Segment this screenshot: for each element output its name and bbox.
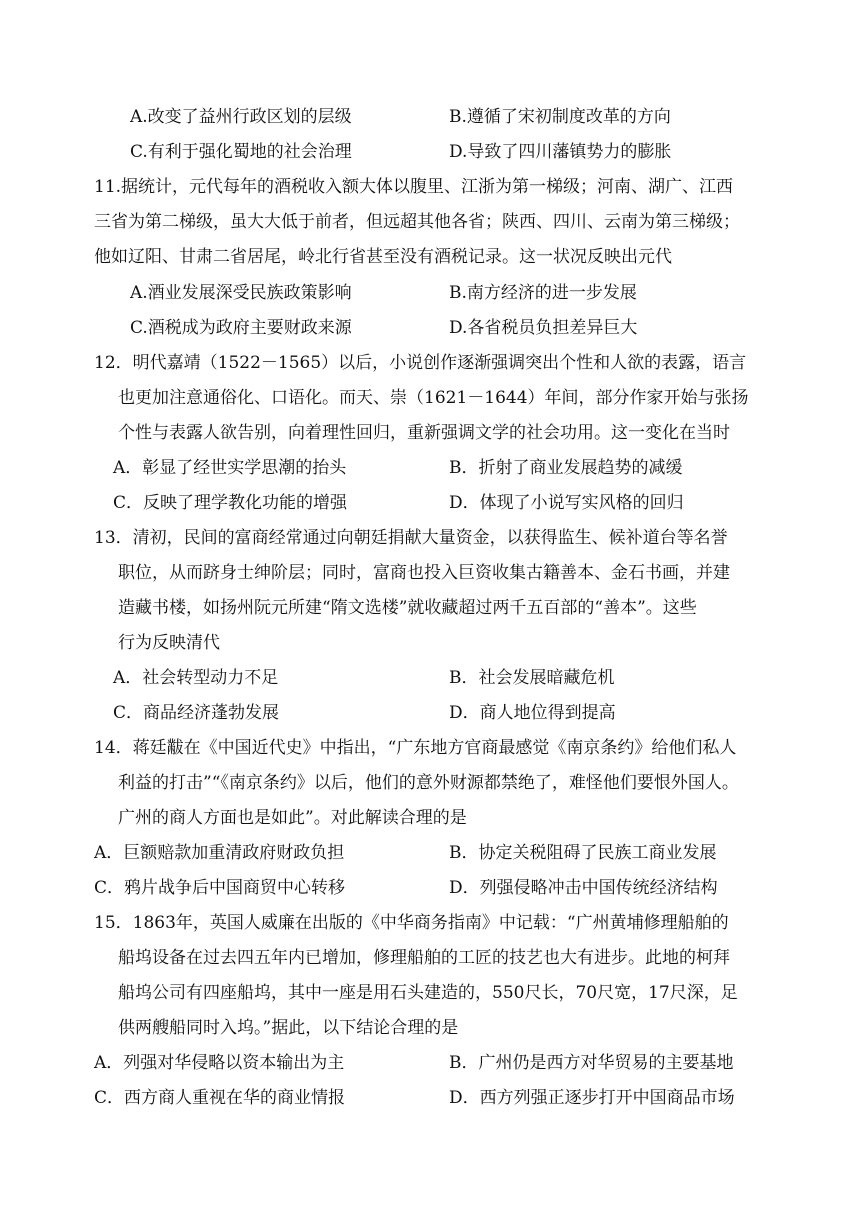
q14-option-d: D．列强侵略冲击中国传统经济结构 xyxy=(449,878,718,898)
q15-stem-line: 船坞公司有四座船坞，其中一座是用石头建造的，550尺长，70尺宽，17尺深，足 xyxy=(118,983,738,1003)
q10-option-c: C.有利于强化蜀地的社会治理 xyxy=(130,142,352,162)
q10-option-d: D.导致了四川藩镇势力的膨胀 xyxy=(449,142,672,162)
q12-stem-line: 也更加注意通俗化、口语化。而天、崇（1621－1644）年间，部分作家开始与张扬 xyxy=(118,388,749,408)
q14-stem-line: 广州的商人方面也是如此”。对此解读合理的是 xyxy=(118,808,467,828)
q15-option-a: A．列强对华侵略以资本输出为主 xyxy=(94,1053,345,1073)
q13-stem-line: 行为反映清代 xyxy=(118,633,220,653)
q12-stem-line: 12．明代嘉靖（1522－1565）以后，小说创作逐渐强调突出个性和人欲的表露，语言 xyxy=(94,353,747,373)
q11-stem-line: 他如辽阳、甘肃二省居尾，岭北行省甚至没有酒税记录。这一状况反映出元代 xyxy=(94,247,672,267)
q14-option-a: A．巨额赔款加重清政府财政负担 xyxy=(94,843,345,863)
q13-stem-line: 造藏书楼，如扬州阮元所建“隋文选楼”就收藏超过两千五百部的“善本”。这些 xyxy=(118,598,697,618)
q13-stem-line: 职位，从而跻身士绅阶层；同时，富商也投入巨资收集古籍善本、金石书画，并建 xyxy=(118,563,730,583)
q15-stem-line: 15．1863年，英国人威廉在出版的《中华商务指南》中记载：“广州黄埔修理船舶的 xyxy=(94,913,729,933)
q11-option-d: D.各省税员负担差异巨大 xyxy=(449,318,638,338)
q13-option-b: B．社会发展暗藏危机 xyxy=(449,668,615,688)
q10-option-b: B.遵循了宋初制度改革的方向 xyxy=(449,107,671,127)
q13-stem-line: 13．清初，民间的富商经常通过向朝廷捐献大量资金，以获得监生、候补道台等名誉 xyxy=(94,528,728,548)
q14-stem-line: 14．蒋廷黻在《中国近代史》中指出，“广东地方官商最感觉《南京条约》给他们私人 xyxy=(94,738,737,758)
q13-option-d: D．商人地位得到提高 xyxy=(449,703,616,723)
q12-stem-line: 个性与表露人欲告别，向着理性回归，重新强调文学的社会功用。这一变化在当时 xyxy=(118,423,730,443)
q14-option-c: C．鸦片战争后中国商贸中心转移 xyxy=(94,878,346,898)
q15-stem-line: 供两艘船同时入坞。”据此，以下结论合理的是 xyxy=(118,1018,459,1038)
q14-stem-line: 利益的打击”“《南京条约》以后，他们的意外财源都禁绝了，难怪他们要恨外国人。 xyxy=(118,773,739,793)
q12-option-d: D．体现了小说写实风格的回归 xyxy=(449,493,684,513)
q15-option-b: B．广州仍是西方对华贸易的主要基地 xyxy=(449,1053,734,1073)
q14-option-b: B．协定关税阻碍了民族工商业发展 xyxy=(449,843,717,863)
q13-option-a: A．社会转型动力不足 xyxy=(113,668,279,688)
q11-option-b: B.南方经济的进一步发展 xyxy=(449,283,637,303)
q15-stem-line: 船坞设备在过去四五年内已增加，修理船舶的工匠的技艺也大有进步。此地的柯拜 xyxy=(118,948,730,968)
q12-option-a: A．彰显了经世实学思潮的抬头 xyxy=(113,458,347,478)
q15-option-c: C．西方商人重视在华的商业情报 xyxy=(94,1088,346,1108)
q10-option-a: A.改变了益州行政区划的层级 xyxy=(130,107,352,127)
q15-option-d: D．西方列强正逐步打开中国商品市场 xyxy=(449,1088,735,1108)
q12-option-b: B．折射了商业发展趋势的减缓 xyxy=(449,458,683,478)
q11-stem-line: 三省为第二梯级，虽大大低于前者，但远超其他各省；陕西、四川、云南为第三梯级； xyxy=(94,212,740,232)
q13-option-c: C．商品经济蓬勃发展 xyxy=(113,703,280,723)
q12-option-c: C．反映了理学教化功能的增强 xyxy=(113,493,348,513)
q11-option-a: A.酒业发展深受民族政策影响 xyxy=(130,283,352,303)
q11-option-c: C.酒税成为政府主要财政来源 xyxy=(130,318,352,338)
q11-stem-line: 11.据统计，元代每年的酒税收入额大体以腹里、江浙为第一梯级；河南、湖广、江西 xyxy=(94,177,734,197)
